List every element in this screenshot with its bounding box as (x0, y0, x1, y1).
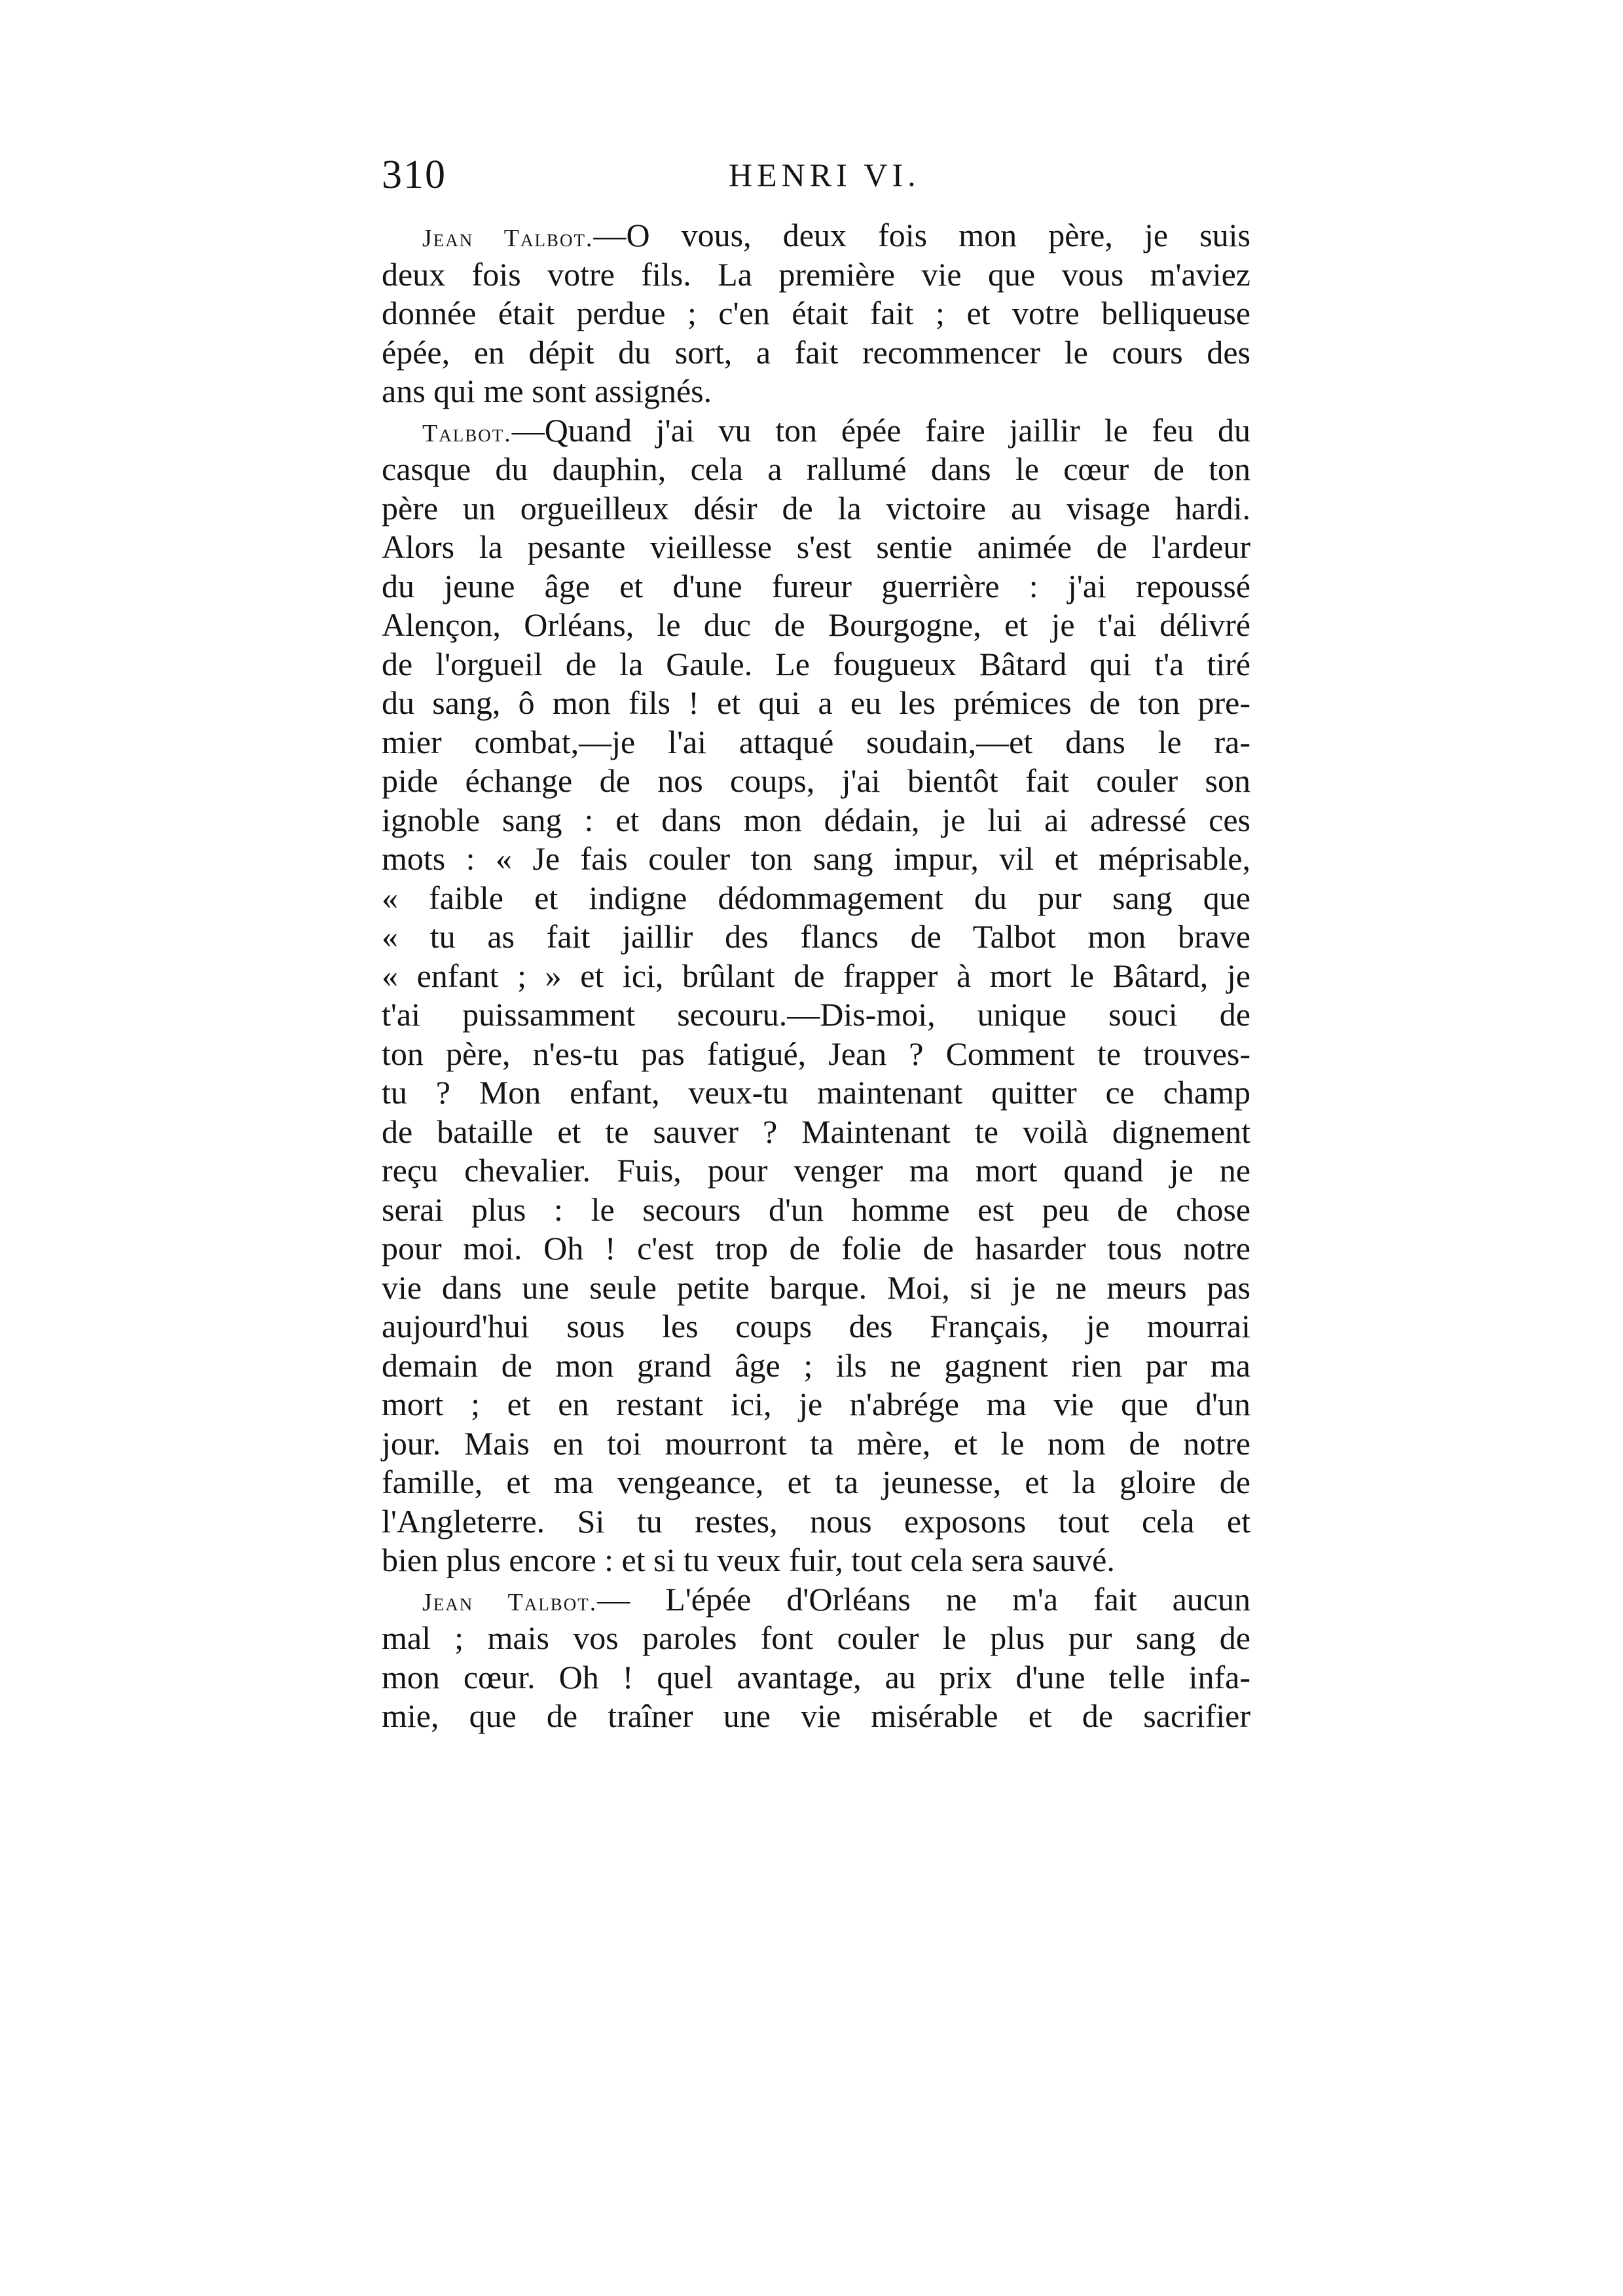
text-line: famille, et ma vengeance, et ta jeunesse, et la gloire de (382, 1464, 1250, 1500)
text-line: mort ; et en restant ici, je n'abrége ma vie que d'un (382, 1386, 1250, 1422)
text-line: Alençon, Orléans, le duc de Bourgogne, et je t'ai délivré (382, 606, 1250, 643)
speaker-name: Talbot. (422, 419, 512, 447)
text-line: casque du dauphin, cela a rallumé dans le cœur de ton (382, 451, 1250, 487)
text-line: de bataille et te sauver ? Maintenant te voilà dignement (382, 1113, 1250, 1150)
page-header (382, 145, 1250, 204)
speaker-name: Jean Talbot. (422, 1588, 598, 1616)
text-line: du sang, ô mon fils ! et qui a eu les prémices de ton pre- (382, 684, 1250, 721)
text-line: Jean Talbot.—O vous, deux fois mon père, je suis (422, 217, 1250, 253)
speech-jean-talbot-2 (382, 1580, 1250, 1736)
page-number: 310 (382, 153, 447, 197)
text-line: ton père, n'es-tu pas fatigué, Jean ? Comment te trouves- (382, 1035, 1250, 1072)
speech-talbot (382, 411, 1250, 1580)
text-block (382, 216, 1250, 1736)
text-line: t'ai puissamment secouru.—Dis-moi, unique souci de (382, 996, 1250, 1033)
text-line: pour moi. Oh ! c'est trop de folie de hasarder tous notre (382, 1230, 1250, 1267)
text-line: jour. Mais en toi mourront ta mère, et le nom de notre (382, 1424, 1250, 1462)
text-line: mal ; mais vos paroles font couler le plus pur sang de (382, 1620, 1250, 1656)
text-line: serai plus : le secours d'un homme est peu de chose (382, 1191, 1250, 1228)
text-line: deux fois votre fils. La première vie que vous m'aviez (382, 255, 1250, 293)
text-line: du jeune âge et d'une fureur guerrière : j'ai repoussé (382, 567, 1250, 604)
text-line: de l'orgueil de la Gaule. Le fougueux Bâtard qui t'a tiré (382, 645, 1250, 682)
text-line: ans qui me sont assignés. (382, 373, 712, 409)
text-line: mier combat,—je l'ai attaqué soudain,—et dans le ra- (382, 723, 1250, 760)
text-line: mots : « Je fais couler ton sang impur, vil et méprisable, (382, 840, 1250, 877)
text-line: mie, que de traîner une vie misérable et de sacrifier (382, 1697, 1250, 1734)
text-line: l'Angleterre. Si tu restes, nous exposons tout cela et (382, 1502, 1250, 1540)
text-line: Alors la pesante vieillesse s'est sentie animée de l'ardeur (382, 528, 1250, 565)
text-line: demain de mon grand âge ; ils ne gagnent rien par ma (382, 1346, 1250, 1384)
text-line: Jean Talbot.— L'épée d'Orléans ne m'a fait aucun (422, 1580, 1250, 1618)
text-line: « tu as fait jaillir des flancs de Talbot mon brave (382, 918, 1250, 955)
text-line: pide échange de nos coups, j'ai bientôt fait couler son (382, 762, 1250, 799)
text-line: vie dans une seule petite barque. Moi, si je ne meurs pas (382, 1268, 1250, 1306)
text-line: bien plus encore : et si tu veux fuir, tout cela sera sauvé. (382, 1542, 1115, 1578)
speech-jean-talbot-1 (382, 216, 1250, 411)
text-line: « faible et indigne dédommagement du pur sang que (382, 879, 1250, 916)
speaker-name: Jean Talbot. (422, 225, 594, 252)
text-line: aujourd'hui sous les coups des Français, je mourrai (382, 1308, 1250, 1344)
text-line: épée, en dépit du sort, a fait recommencer le cours des (382, 333, 1250, 371)
text-line: donnée était perdue ; c'en était fait ; et votre belliqueuse (382, 295, 1250, 331)
text-line: reçu chevalier. Fuis, pour venger ma mort quand je ne (382, 1152, 1250, 1189)
text-line: père un orgueilleux désir de la victoire au visage hardi. (382, 489, 1250, 527)
text-line: Talbot.—Quand j'ai vu ton épée faire jaillir le feu du (422, 411, 1250, 449)
text-line: ignoble sang : et dans mon dédain, je lui ai adressé ces (382, 801, 1250, 838)
text-line: tu ? Mon enfant, veux-tu maintenant quitter ce champ (382, 1074, 1250, 1111)
running-head: HENRI VI. (729, 157, 921, 193)
text-line: « enfant ; » et ici, brûlant de frapper à mort le Bâtard, je (382, 957, 1250, 994)
text-line: mon cœur. Oh ! quel avantage, au prix d'une telle infa- (382, 1658, 1250, 1695)
